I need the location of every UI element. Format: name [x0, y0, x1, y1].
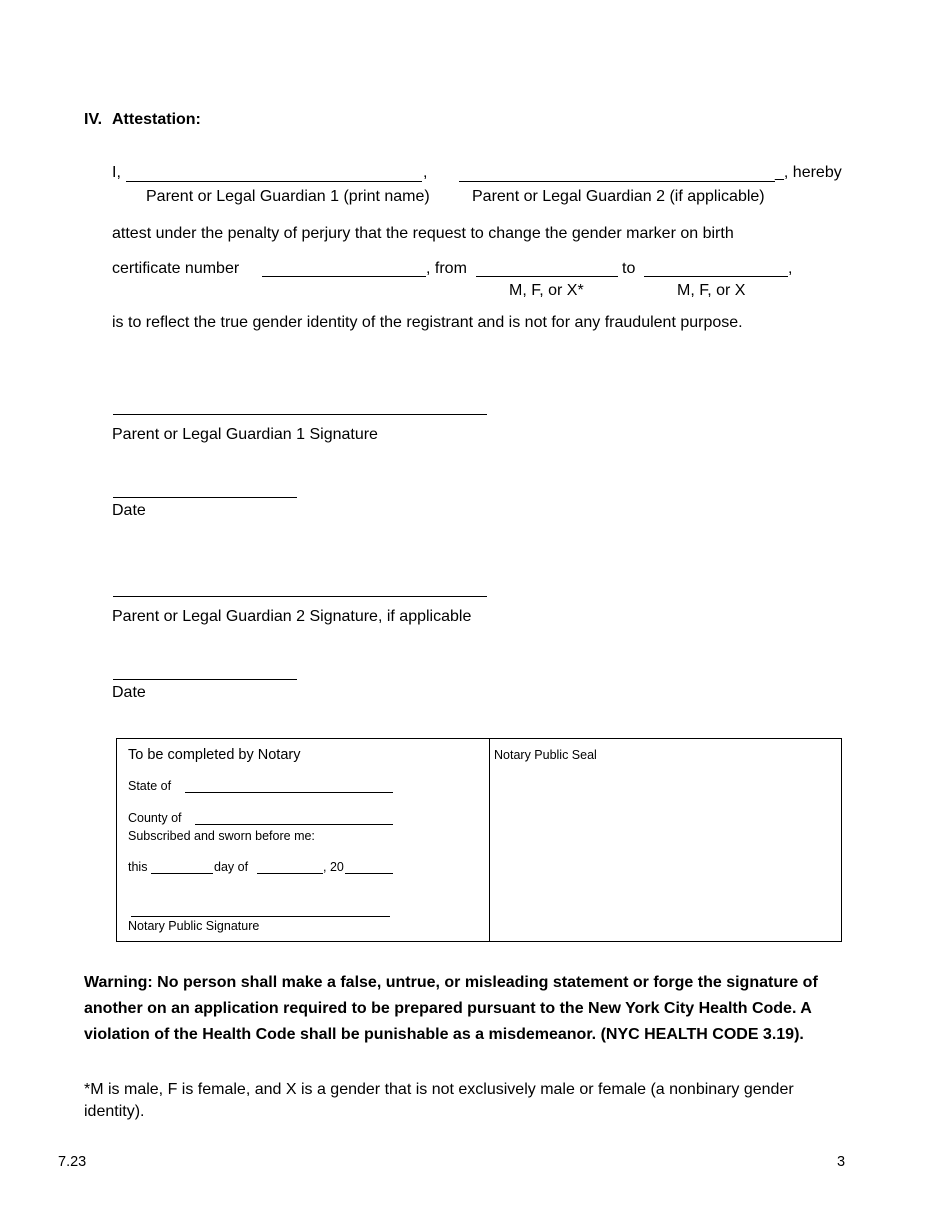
guardian2-name-label: Parent or Legal Guardian 2 (if applicable): [472, 188, 765, 205]
section-number: IV.: [84, 111, 103, 128]
notary-heading: To be completed by Notary: [128, 747, 301, 763]
month-field[interactable]: [257, 873, 323, 874]
day-of-label: day of: [214, 860, 249, 874]
this-label: this: [128, 860, 148, 874]
notary-box: [116, 738, 842, 942]
date1-field[interactable]: [113, 497, 297, 498]
guardian1-name-label: Parent or Legal Guardian 1 (print name): [146, 188, 430, 205]
date2-label: Date: [112, 684, 146, 701]
state-field[interactable]: [185, 792, 393, 793]
guardian1-signature-label: Parent or Legal Guardian 1 Signature: [112, 426, 378, 443]
attestation-text-line4: is to reflect the true gender identity of the registrant and is not for any fraudulent purpose.: [112, 314, 743, 331]
year-prefix-label: , 20: [323, 860, 344, 874]
county-label: County of: [128, 811, 182, 825]
guardian1-name-field[interactable]: [126, 181, 422, 182]
guardian2-signature-field[interactable]: [113, 596, 487, 597]
notary-signature-label: Notary Public Signature: [128, 919, 260, 933]
day-field[interactable]: [151, 873, 213, 874]
notary-seal-label: Notary Public Seal: [494, 748, 597, 762]
page-number: 3: [837, 1154, 846, 1170]
from-label: , from: [426, 260, 467, 277]
to-gender-hint: M, F, or X: [677, 282, 746, 299]
year-field[interactable]: [345, 873, 393, 874]
certificate-number-label: certificate number: [112, 260, 240, 277]
county-field[interactable]: [195, 824, 393, 825]
state-label: State of: [128, 779, 172, 793]
section-title: Attestation:: [112, 111, 201, 128]
guardian2-name-field[interactable]: [459, 181, 775, 182]
notary-signature-field[interactable]: [131, 916, 390, 917]
gender-footnote: *M is male, F is female, and X is a gender that is not exclusively male or female (a nonbinary gender identity).: [84, 1081, 794, 1120]
date1-label: Date: [112, 502, 146, 519]
notary-divider: [489, 739, 490, 941]
attestation-hereby: _, hereby: [775, 164, 842, 181]
to-label: to: [622, 260, 636, 277]
trailing-comma: ,: [788, 260, 793, 277]
subscribed-label: Subscribed and sworn before me:: [128, 829, 315, 843]
certificate-number-field[interactable]: [262, 276, 426, 277]
warning-text: Warning: No person shall make a false, untrue, or misleading statement or forge the signature of another on an application required to be prepared pursuant to the New York City Health Code. A violation of the Health Code shall be punishable as a misdemeanor. (NYC HEALTH CODE 3.19).: [84, 974, 818, 1043]
guardian2-signature-label: Parent or Legal Guardian 2 Signature, if applicable: [112, 608, 472, 625]
from-gender-field[interactable]: [476, 276, 618, 277]
to-gender-field[interactable]: [644, 276, 788, 277]
guardian1-signature-field[interactable]: [113, 414, 487, 415]
attestation-prefix: I,: [112, 164, 121, 181]
attestation-comma: ,: [423, 164, 428, 181]
form-version: 7.23: [58, 1154, 87, 1170]
attestation-text-line2: attest under the penalty of perjury that the request to change the gender marker on birth: [112, 225, 734, 242]
date2-field[interactable]: [113, 679, 297, 680]
from-gender-hint: M, F, or X*: [509, 282, 584, 299]
